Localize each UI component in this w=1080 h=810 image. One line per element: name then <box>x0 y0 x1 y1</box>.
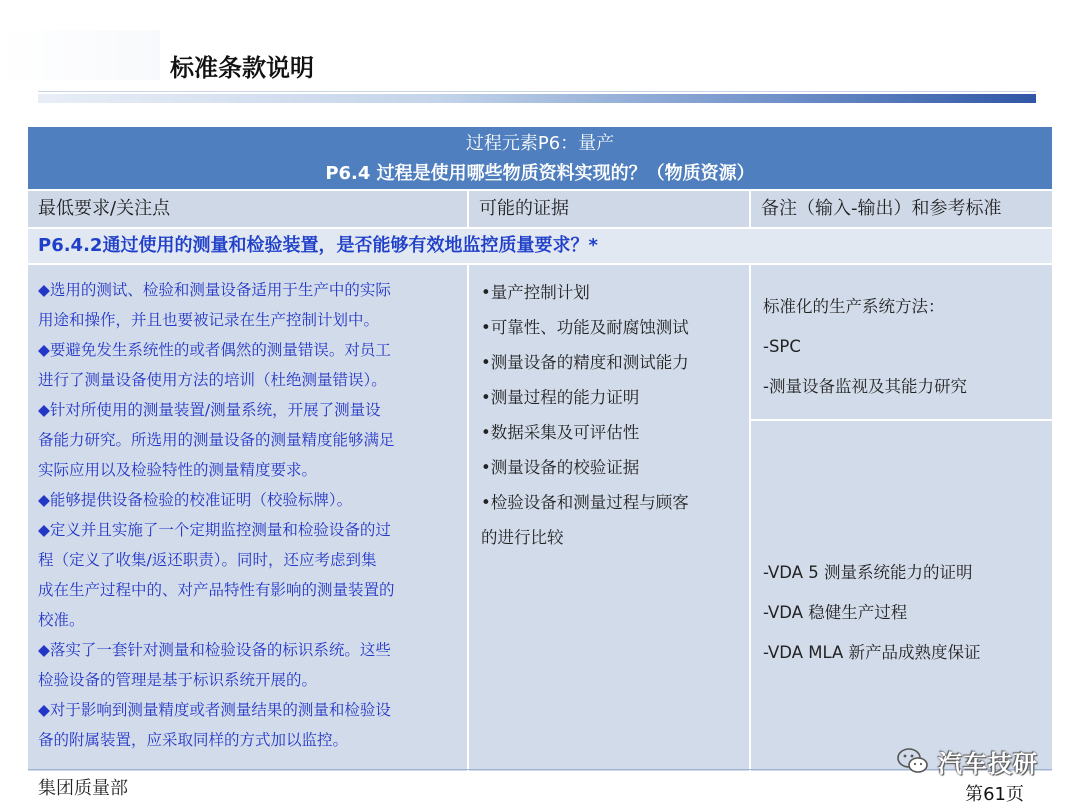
evidence-item: •测量过程的能力证明 <box>481 388 640 407</box>
requirements-cell <box>28 264 468 771</box>
requirement-line: 成在生产过程中的、对产品特性有影响的测量装置的 <box>38 581 395 599</box>
page-number: 第61页 <box>965 784 1024 805</box>
evidence-item: •量产控制计划 <box>481 283 590 302</box>
requirement-line: ◆定义并且实施了一个定期监控测量和检验设备的过 <box>38 521 391 539</box>
requirement-line: 校准。 <box>38 611 85 629</box>
table-header <box>28 127 1052 190</box>
column-header-requirements: 最低要求/关注点 <box>28 190 468 228</box>
evidence-cell <box>468 264 750 771</box>
requirement-line: ◆针对所使用的测量装置/测量系统，开展了测量设 <box>38 401 381 419</box>
logo-area <box>0 30 160 80</box>
requirement-line: 备能力研究。所选用的测量设备的测量精度能够满足 <box>38 431 395 449</box>
evidence-item: 的进行比较 <box>481 528 564 547</box>
requirement-line: 进行了测量设备使用方法的培训（杜绝测量错误）。 <box>38 371 387 389</box>
page-title: 标准条款说明 <box>170 54 314 82</box>
remark-line: -测量设备监视及其能力研究 <box>763 377 967 396</box>
sub-question: P6.4.2通过使用的测量和检验装置，是否能够有效地监控质量要求？* <box>28 228 1052 264</box>
question-title: P6.4 过程是使用哪些物质资料实现的？（物质资源） <box>325 163 755 184</box>
column-header-remarks: 备注（输入-输出）和参考标准 <box>750 190 1052 228</box>
column-header-row <box>28 190 1052 228</box>
requirement-line: ◆选用的测试、检验和测量设备适用于生产中的实际 <box>38 281 391 299</box>
remark-line: 标准化的生产系统方法： <box>763 297 945 316</box>
footer-department: 集团质量部 <box>38 778 128 799</box>
title-divider <box>38 94 1036 103</box>
evidence-item: •测量设备的精度和测试能力 <box>481 353 689 372</box>
watermark <box>896 744 1038 778</box>
requirement-line: 检验设备的管理是基于标识系统开展的。 <box>38 671 318 689</box>
element-title: 过程元素P6：量产 <box>465 133 615 154</box>
remark-line: -SPC <box>763 337 801 356</box>
remark-line: -VDA MLA 新产品成熟度保证 <box>763 643 981 662</box>
requirement-line: ◆要避免发生系统性的或者偶然的测量错误。对员工 <box>38 341 391 359</box>
remarks-top <box>751 265 1052 421</box>
evidence-item: •可靠性、功能及耐腐蚀测试 <box>481 318 689 337</box>
requirement-line: 备的附属装置，应采取同样的方式加以监控。 <box>38 731 349 749</box>
requirement-line: ◆对于影响到测量精度或者测量结果的测量和检验设 <box>38 701 391 719</box>
evidence-item: •测量设备的校验证据 <box>481 458 640 477</box>
requirement-line: ◆落实了一套针对测量和检验设备的标识系统。这些 <box>38 641 391 659</box>
evidence-item: •数据采集及可评估性 <box>481 423 640 442</box>
requirement-line: 用途和操作，并且也要被记录在生产控制计划中。 <box>38 311 380 329</box>
remarks-bottom <box>751 421 1052 761</box>
remarks-cell <box>750 264 1052 771</box>
requirement-line: 实际应用以及检验特性的测量精度要求。 <box>38 461 318 479</box>
column-header-evidence: 可能的证据 <box>468 190 750 228</box>
watermark-text: 汽车技研 <box>938 749 1038 778</box>
wechat-icon <box>896 746 930 776</box>
requirement-line: ◆能够提供设备检验的校准证明（校验标牌）。 <box>38 491 353 509</box>
standard-table <box>28 127 1052 771</box>
remark-line: -VDA 稳健生产过程 <box>763 603 908 622</box>
remark-line: -VDA 5 测量系统能力的证明 <box>763 563 973 582</box>
table-row <box>28 264 1052 771</box>
requirement-line: 程（定义了收集/返还职责）。同时，还应考虑到集 <box>38 551 377 569</box>
evidence-item: •检验设备和测量过程与顾客 <box>481 493 689 512</box>
